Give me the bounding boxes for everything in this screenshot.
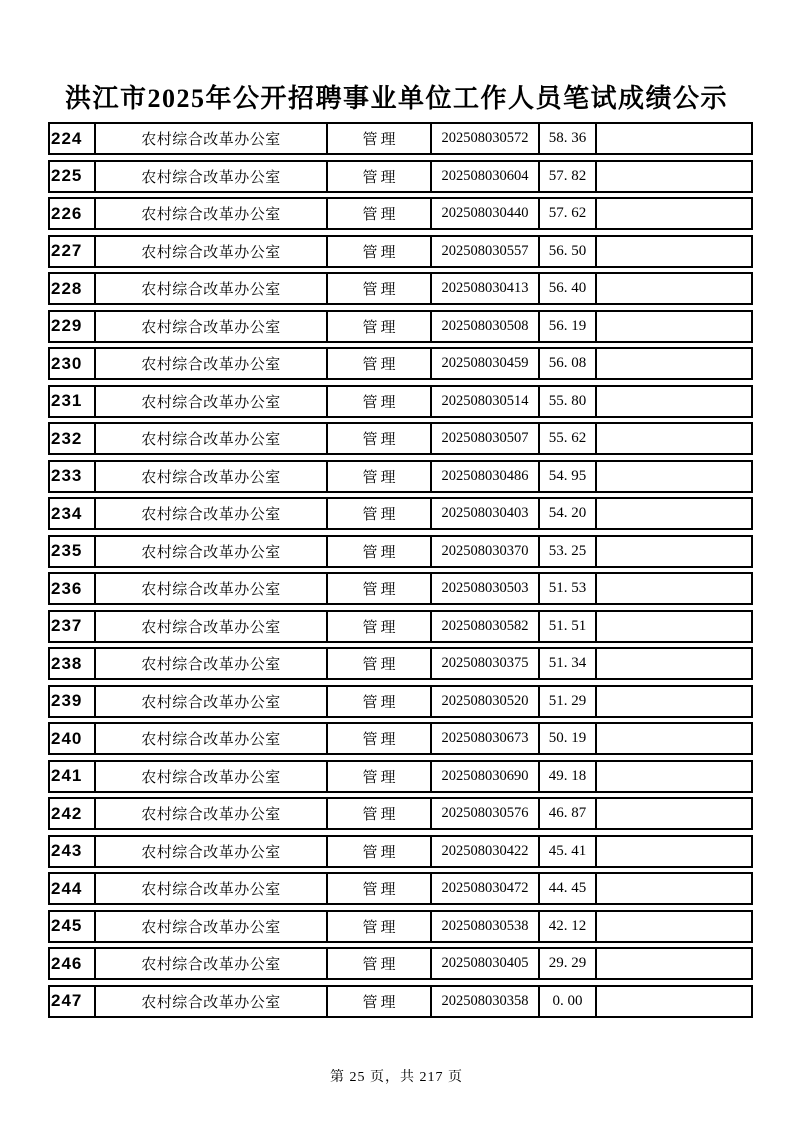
row-number-cell: 232 bbox=[50, 424, 96, 453]
position-cell: 管理 bbox=[328, 612, 432, 641]
office-cell: 农村综合改革办公室 bbox=[96, 874, 328, 903]
candidate-id-cell: 202508030405 bbox=[432, 949, 540, 978]
table-row bbox=[48, 122, 753, 155]
score-cell: 51. 34 bbox=[540, 649, 597, 678]
row-number-cell: 226 bbox=[50, 199, 96, 228]
remark-cell bbox=[597, 387, 751, 416]
table-row bbox=[48, 572, 753, 605]
row-number-cell: 238 bbox=[50, 649, 96, 678]
remark-cell bbox=[597, 949, 751, 978]
row-number-cell: 239 bbox=[50, 687, 96, 716]
office-cell: 农村综合改革办公室 bbox=[96, 799, 328, 828]
candidate-id-cell: 202508030572 bbox=[432, 124, 540, 153]
candidate-id-cell: 202508030690 bbox=[432, 762, 540, 791]
candidate-id-cell: 202508030440 bbox=[432, 199, 540, 228]
table-row bbox=[48, 872, 753, 905]
office-cell: 农村综合改革办公室 bbox=[96, 312, 328, 341]
position-cell: 管理 bbox=[328, 274, 432, 303]
page-footer: 第 25 页，共 217 页 bbox=[330, 1070, 463, 1085]
row-number-cell: 228 bbox=[50, 274, 96, 303]
position-cell: 管理 bbox=[328, 124, 432, 153]
office-cell: 农村综合改革办公室 bbox=[96, 124, 328, 153]
score-cell: 0. 00 bbox=[540, 987, 597, 1016]
office-cell: 农村综合改革办公室 bbox=[96, 649, 328, 678]
office-cell: 农村综合改革办公室 bbox=[96, 162, 328, 191]
remark-cell bbox=[597, 874, 751, 903]
row-number-cell: 236 bbox=[50, 574, 96, 603]
office-cell: 农村综合改革办公室 bbox=[96, 199, 328, 228]
office-cell: 农村综合改革办公室 bbox=[96, 837, 328, 866]
office-cell: 农村综合改革办公室 bbox=[96, 462, 328, 491]
score-cell: 45. 41 bbox=[540, 837, 597, 866]
remark-cell bbox=[597, 837, 751, 866]
remark-cell bbox=[597, 274, 751, 303]
position-cell: 管理 bbox=[328, 312, 432, 341]
remark-cell bbox=[597, 237, 751, 266]
office-cell: 农村综合改革办公室 bbox=[96, 387, 328, 416]
row-number-cell: 224 bbox=[50, 124, 96, 153]
table-row bbox=[48, 160, 753, 193]
table-row bbox=[48, 385, 753, 418]
row-number-cell: 241 bbox=[50, 762, 96, 791]
row-number-cell: 235 bbox=[50, 537, 96, 566]
table-row bbox=[48, 722, 753, 755]
row-number-cell: 237 bbox=[50, 612, 96, 641]
row-number-cell: 245 bbox=[50, 912, 96, 941]
table-row bbox=[48, 947, 753, 980]
candidate-id-cell: 202508030557 bbox=[432, 237, 540, 266]
position-cell: 管理 bbox=[328, 162, 432, 191]
position-cell: 管理 bbox=[328, 349, 432, 378]
remark-cell bbox=[597, 537, 751, 566]
remark-cell bbox=[597, 912, 751, 941]
position-cell: 管理 bbox=[328, 462, 432, 491]
row-number-cell: 230 bbox=[50, 349, 96, 378]
position-cell: 管理 bbox=[328, 499, 432, 528]
position-cell: 管理 bbox=[328, 762, 432, 791]
position-cell: 管理 bbox=[328, 537, 432, 566]
table-row bbox=[48, 797, 753, 830]
table-row bbox=[48, 535, 753, 568]
score-cell: 55. 80 bbox=[540, 387, 597, 416]
candidate-id-cell: 202508030459 bbox=[432, 349, 540, 378]
office-cell: 农村综合改革办公室 bbox=[96, 237, 328, 266]
table-row bbox=[48, 610, 753, 643]
remark-cell bbox=[597, 799, 751, 828]
remark-cell bbox=[597, 574, 751, 603]
candidate-id-cell: 202508030508 bbox=[432, 312, 540, 341]
score-cell: 57. 62 bbox=[540, 199, 597, 228]
position-cell: 管理 bbox=[328, 987, 432, 1016]
office-cell: 农村综合改革办公室 bbox=[96, 949, 328, 978]
position-cell: 管理 bbox=[328, 724, 432, 753]
score-cell: 56. 50 bbox=[540, 237, 597, 266]
table-row bbox=[48, 985, 753, 1018]
row-number-cell: 231 bbox=[50, 387, 96, 416]
candidate-id-cell: 202508030422 bbox=[432, 837, 540, 866]
candidate-id-cell: 202508030403 bbox=[432, 499, 540, 528]
office-cell: 农村综合改革办公室 bbox=[96, 574, 328, 603]
score-cell: 56. 19 bbox=[540, 312, 597, 341]
score-cell: 51. 29 bbox=[540, 687, 597, 716]
score-cell: 42. 12 bbox=[540, 912, 597, 941]
office-cell: 农村综合改革办公室 bbox=[96, 274, 328, 303]
remark-cell bbox=[597, 499, 751, 528]
table-row bbox=[48, 422, 753, 455]
candidate-id-cell: 202508030358 bbox=[432, 987, 540, 1016]
score-cell: 56. 40 bbox=[540, 274, 597, 303]
position-cell: 管理 bbox=[328, 574, 432, 603]
candidate-id-cell: 202508030538 bbox=[432, 912, 540, 941]
candidate-id-cell: 202508030486 bbox=[432, 462, 540, 491]
remark-cell bbox=[597, 724, 751, 753]
position-cell: 管理 bbox=[328, 837, 432, 866]
score-cell: 44. 45 bbox=[540, 874, 597, 903]
position-cell: 管理 bbox=[328, 387, 432, 416]
remark-cell bbox=[597, 162, 751, 191]
position-cell: 管理 bbox=[328, 912, 432, 941]
table-row bbox=[48, 835, 753, 868]
office-cell: 农村综合改革办公室 bbox=[96, 987, 328, 1016]
table-row bbox=[48, 235, 753, 268]
office-cell: 农村综合改革办公室 bbox=[96, 424, 328, 453]
candidate-id-cell: 202508030673 bbox=[432, 724, 540, 753]
remark-cell bbox=[597, 462, 751, 491]
candidate-id-cell: 202508030576 bbox=[432, 799, 540, 828]
candidate-id-cell: 202508030413 bbox=[432, 274, 540, 303]
score-cell: 53. 25 bbox=[540, 537, 597, 566]
table-row bbox=[48, 197, 753, 230]
remark-cell bbox=[597, 199, 751, 228]
table-row bbox=[48, 685, 753, 718]
candidate-id-cell: 202508030520 bbox=[432, 687, 540, 716]
remark-cell bbox=[597, 312, 751, 341]
score-cell: 50. 19 bbox=[540, 724, 597, 753]
row-number-cell: 243 bbox=[50, 837, 96, 866]
page-title: 洪江市2025年公开招聘事业单位工作人员笔试成绩公示 bbox=[64, 84, 728, 113]
office-cell: 农村综合改革办公室 bbox=[96, 612, 328, 641]
remark-cell bbox=[597, 649, 751, 678]
candidate-id-cell: 202508030604 bbox=[432, 162, 540, 191]
remark-cell bbox=[597, 124, 751, 153]
remark-cell bbox=[597, 612, 751, 641]
score-cell: 51. 53 bbox=[540, 574, 597, 603]
row-number-cell: 229 bbox=[50, 312, 96, 341]
row-number-cell: 225 bbox=[50, 162, 96, 191]
office-cell: 农村综合改革办公室 bbox=[96, 724, 328, 753]
office-cell: 农村综合改革办公室 bbox=[96, 912, 328, 941]
candidate-id-cell: 202508030582 bbox=[432, 612, 540, 641]
remark-cell bbox=[597, 687, 751, 716]
remark-cell bbox=[597, 987, 751, 1016]
score-cell: 49. 18 bbox=[540, 762, 597, 791]
results-table bbox=[48, 122, 753, 1022]
table-row bbox=[48, 910, 753, 943]
candidate-id-cell: 202508030375 bbox=[432, 649, 540, 678]
row-number-cell: 244 bbox=[50, 874, 96, 903]
table-row bbox=[48, 760, 753, 793]
office-cell: 农村综合改革办公室 bbox=[96, 349, 328, 378]
table-row bbox=[48, 347, 753, 380]
row-number-cell: 240 bbox=[50, 724, 96, 753]
table-row bbox=[48, 272, 753, 305]
score-cell: 57. 82 bbox=[540, 162, 597, 191]
candidate-id-cell: 202508030503 bbox=[432, 574, 540, 603]
score-cell: 55. 62 bbox=[540, 424, 597, 453]
row-number-cell: 227 bbox=[50, 237, 96, 266]
position-cell: 管理 bbox=[328, 237, 432, 266]
row-number-cell: 247 bbox=[50, 987, 96, 1016]
office-cell: 农村综合改革办公室 bbox=[96, 499, 328, 528]
score-cell: 46. 87 bbox=[540, 799, 597, 828]
position-cell: 管理 bbox=[328, 949, 432, 978]
row-number-cell: 234 bbox=[50, 499, 96, 528]
position-cell: 管理 bbox=[328, 199, 432, 228]
table-row bbox=[48, 310, 753, 343]
candidate-id-cell: 202508030370 bbox=[432, 537, 540, 566]
position-cell: 管理 bbox=[328, 799, 432, 828]
office-cell: 农村综合改革办公室 bbox=[96, 537, 328, 566]
candidate-id-cell: 202508030472 bbox=[432, 874, 540, 903]
remark-cell bbox=[597, 349, 751, 378]
row-number-cell: 242 bbox=[50, 799, 96, 828]
table-row bbox=[48, 460, 753, 493]
candidate-id-cell: 202508030507 bbox=[432, 424, 540, 453]
score-cell: 56. 08 bbox=[540, 349, 597, 378]
score-cell: 54. 95 bbox=[540, 462, 597, 491]
position-cell: 管理 bbox=[328, 687, 432, 716]
position-cell: 管理 bbox=[328, 424, 432, 453]
table-row bbox=[48, 497, 753, 530]
row-number-cell: 233 bbox=[50, 462, 96, 491]
score-cell: 54. 20 bbox=[540, 499, 597, 528]
score-cell: 51. 51 bbox=[540, 612, 597, 641]
remark-cell bbox=[597, 424, 751, 453]
score-cell: 58. 36 bbox=[540, 124, 597, 153]
table-row bbox=[48, 647, 753, 680]
candidate-id-cell: 202508030514 bbox=[432, 387, 540, 416]
office-cell: 农村综合改革办公室 bbox=[96, 762, 328, 791]
office-cell: 农村综合改革办公室 bbox=[96, 687, 328, 716]
position-cell: 管理 bbox=[328, 649, 432, 678]
score-cell: 29. 29 bbox=[540, 949, 597, 978]
row-number-cell: 246 bbox=[50, 949, 96, 978]
remark-cell bbox=[597, 762, 751, 791]
position-cell: 管理 bbox=[328, 874, 432, 903]
